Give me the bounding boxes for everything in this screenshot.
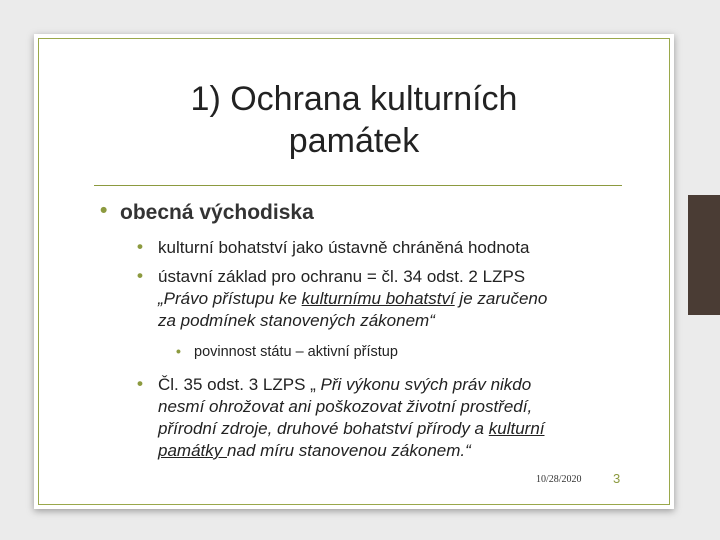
list-item xyxy=(137,237,530,259)
slide-title xyxy=(34,78,674,162)
bullet-dot-icon: • xyxy=(176,343,181,359)
bullet-dot-icon: • xyxy=(137,237,143,256)
bullet-heading-text: obecná východiska xyxy=(120,201,314,224)
bullet-heading xyxy=(100,199,314,225)
item3-line-3: přírodní zdroje, druhové bohatství přírody a kulturní xyxy=(158,419,545,438)
sub-list-item xyxy=(176,343,398,360)
item3-line-1: Čl. 35 odst. 3 LZPS „ Při výkonu svých práv nikdo xyxy=(158,375,532,394)
bullet-dot-icon: • xyxy=(137,374,143,393)
item3-line-4: památky nad míru stanovenou zákonem.“ xyxy=(158,441,471,460)
title-line-1: 1) Ochrana kulturních xyxy=(190,80,518,118)
title-line-2: památek xyxy=(288,122,420,160)
list-item xyxy=(137,266,628,332)
quote-line-2: za podmínek stanovených zákonem“ xyxy=(158,311,435,330)
slide-date: 10/28/2020 xyxy=(536,474,582,485)
list-item-text: kulturní bohatství jako ústavně chráněná hodnota xyxy=(158,238,530,257)
page-number: 3 xyxy=(613,471,621,486)
quote-underlined: kulturnímu bohatství xyxy=(301,289,455,308)
list-item xyxy=(137,374,638,462)
bullet-dot-icon: • xyxy=(100,199,108,222)
quote-line-1: „Právo přístupu ke kulturnímu bohatství je zaručeno xyxy=(158,289,548,308)
item3-line-2: nesmí ohrožovat ani poškozovat životní prostředí, xyxy=(158,397,533,416)
slide xyxy=(34,34,674,509)
list-item-text: ústavní základ pro ochranu = čl. 34 odst. 2 LZPS xyxy=(158,267,526,286)
background-side-bar xyxy=(688,195,720,315)
sub-list-item-text: povinnost státu – aktivní přístup xyxy=(194,344,398,360)
bullet-dot-icon: • xyxy=(137,266,143,285)
title-divider xyxy=(94,185,622,186)
